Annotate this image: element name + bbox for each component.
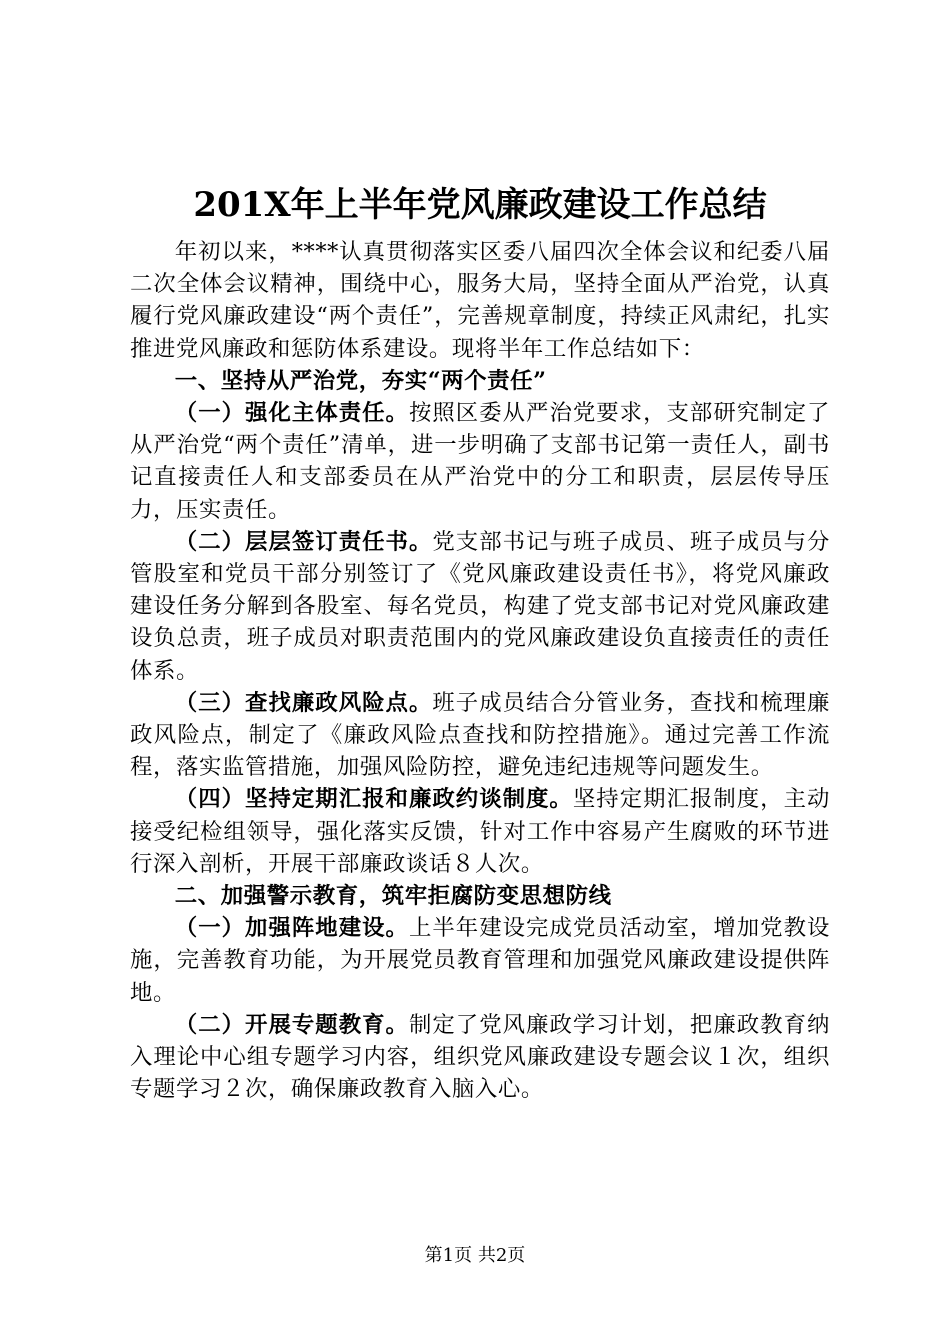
item-text: 制定了党风廉政学习计划，把廉政教育纳入理论中心组专题学习内容，组织党风廉政建设专题会议１次，组织专题学习２次，确保廉政教育入脑入心。 bbox=[130, 1011, 830, 1103]
document-title: 201X年上半年党风廉政建设工作总结 bbox=[193, 185, 767, 225]
item-lead: （一）强化主体责任。 bbox=[174, 400, 409, 427]
section-2-item-1 bbox=[130, 912, 830, 1009]
section-1-item-4 bbox=[130, 783, 830, 880]
item-text: 班子成员结合分管业务，查找和梳理廉政风险点，制定了《廉政风险点查找和防控措施》。通过完善工作流程，落实监管措施，加强风险防控，避免违纪违规等问题发生。 bbox=[130, 689, 831, 781]
item-lead: （三）查找廉政风险点。 bbox=[174, 689, 433, 716]
item-lead: （一）加强阵地建设。 bbox=[174, 915, 409, 942]
document-body bbox=[130, 182, 830, 1105]
section-1-item-2 bbox=[130, 526, 830, 687]
item-text: 党支部书记与班子成员、班子成员与分管股室和党员干部分别签订了《党风廉政建设责任书》，将党风廉政建设任务分解到各股室、每名党员，构建了党支部书记对党风廉政建设负总责，班子成员对职责范围内的党风廉政建设负直接责任的责任体系。 bbox=[130, 528, 831, 684]
page-footer: 第1页 共2页 bbox=[424, 1245, 526, 1266]
section-1-heading: 一、坚持从严治党，夯实“两个责任” bbox=[174, 367, 547, 394]
section-1-item-3 bbox=[130, 687, 830, 784]
section-2-heading: 二、加强警示教育，筑牢拒腐防变思想防线 bbox=[174, 883, 612, 910]
item-text: 坚持定期汇报制度，主动接受纪检组领导，强化落实反馈，针对工作中容易产生腐败的环节进行深入剖析，开展干部廉政谈话８人次。 bbox=[130, 786, 830, 877]
item-lead: （二）开展专题教育。 bbox=[174, 1011, 409, 1038]
section-1-item-1 bbox=[130, 397, 830, 526]
item-text: 上半年建设完成党员活动室，增加党教设施，完善教育功能，为开展党员教育管理和加强党风廉政建设提供阵地。 bbox=[130, 915, 830, 1006]
item-lead: （二）层层签订责任书。 bbox=[174, 528, 433, 555]
intro-paragraph: 年初以来，****认真贯彻落实区委八届四次全体会议和纪委八届二次全体会议精神，围绕中心，服务大局，坚持全面从严治党，认真履行党风廉政建设“两个责任”，完善规章制度，持续正风肃纪，扎实推进党风廉政和惩防体系建设。现将半年工作总结如下： bbox=[130, 239, 830, 362]
item-lead: （四）坚持定期汇报和廉政约谈制度。 bbox=[174, 786, 573, 813]
section-2-item-2 bbox=[130, 1009, 830, 1106]
item-text: 按照区委从严治党要求，支部研究制定了从严治党“两个责任”清单，进一步明确了支部书记第一责任人，副书记直接责任人和支部委员在从严治党中的分工和职责，层层传导压力，压实责任。 bbox=[130, 400, 830, 523]
